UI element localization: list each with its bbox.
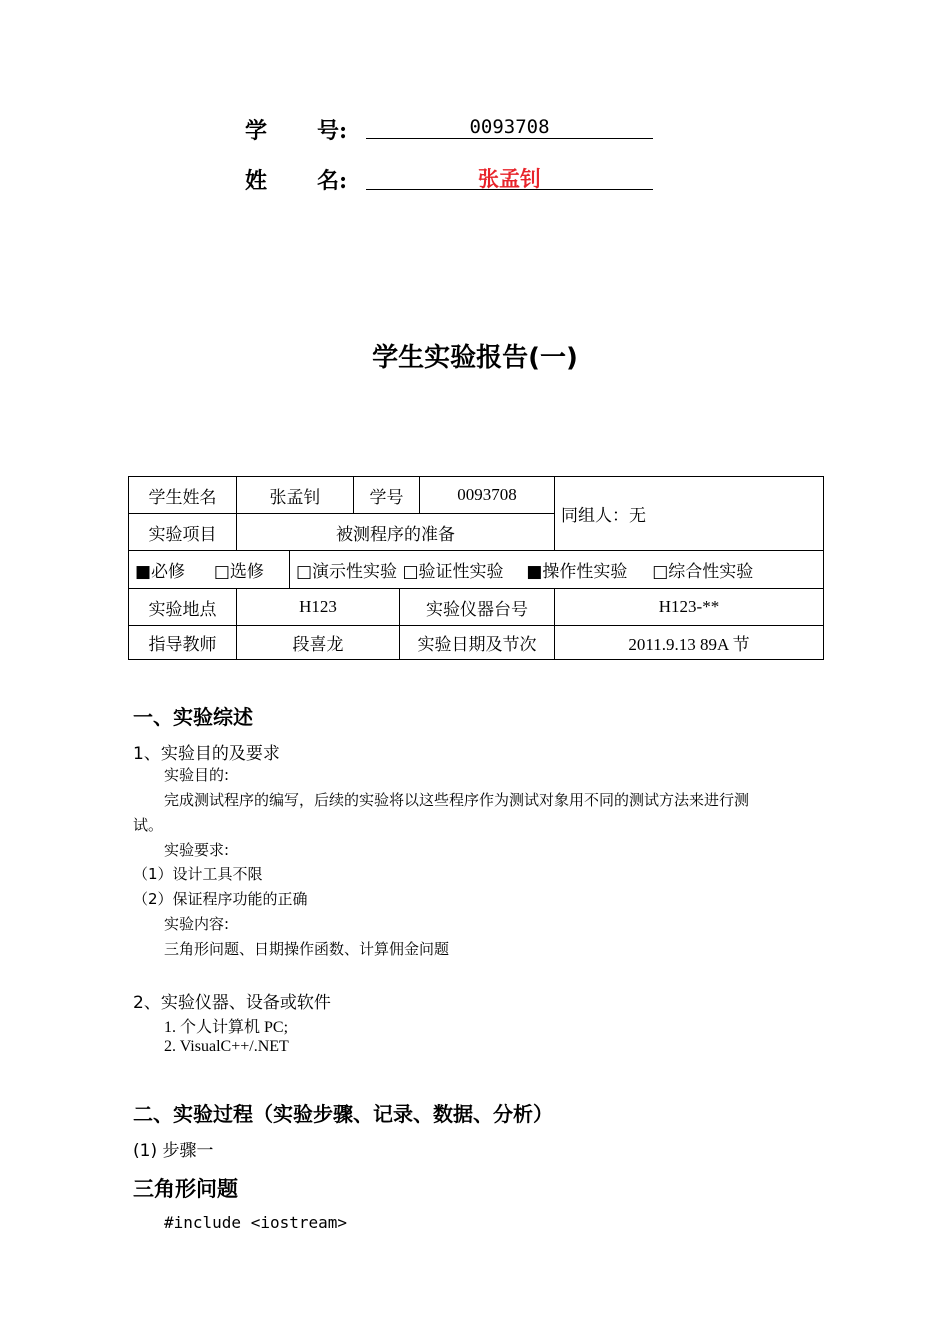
- requirement-1: （1）设计工具不限: [133, 865, 263, 883]
- equipment-item-2: 2. VisualC++/.NET: [164, 1038, 289, 1055]
- student-id-label-char1: 学: [245, 118, 268, 144]
- date-label-cell: 实验日期及节次: [400, 626, 555, 660]
- student-id-label: [245, 114, 355, 144]
- device-label-cell: 实验仪器台号: [400, 589, 555, 626]
- group-cell: 同组人：无: [555, 477, 824, 551]
- student-name-cell: 张孟钊: [237, 477, 354, 514]
- operate-checkbox[interactable]: ■操作性实验: [526, 562, 628, 582]
- student-id-value: 0093708: [469, 116, 550, 138]
- requirement-2: （2）保证程序功能的正确: [133, 890, 308, 908]
- date-value-cell: 2011.9.13 89A 节: [555, 626, 824, 660]
- content-label: 实验内容:: [164, 915, 230, 933]
- course-type-cell: [129, 551, 290, 589]
- comprehensive-checkbox[interactable]: □综合性实验: [652, 562, 754, 582]
- section1-heading: 一、实验综述: [133, 705, 253, 729]
- teacher-value-cell: 段喜龙: [237, 626, 400, 660]
- experiment-info-table: [128, 476, 824, 660]
- problem-title: 三角形问题: [133, 1177, 238, 1201]
- content-text: 三角形问题、日期操作函数、计算佣金问题: [164, 940, 450, 958]
- id-label-cell: 学号: [354, 477, 420, 514]
- required-checkbox[interactable]: ■必修: [135, 562, 186, 582]
- elective-checkbox[interactable]: □选修: [213, 562, 264, 582]
- student-id-label-char2: 号:: [317, 118, 348, 144]
- teacher-label-cell: 指导教师: [129, 626, 237, 660]
- name-label-char2: 名:: [317, 168, 348, 194]
- requirements-label: 实验要求:: [164, 841, 230, 859]
- equipment-item-1: 1. 个人计算机 PC;: [164, 1019, 289, 1036]
- experiment-type-cell: [290, 551, 824, 589]
- purpose-text-line1: 完成测试程序的编写，后续的实验将以这些程序作为测试对象用不同的测试方法来进行测: [164, 791, 750, 809]
- project-label-cell: 实验项目: [129, 514, 237, 551]
- code-line-1: #include <iostream>: [164, 1213, 348, 1232]
- location-label-cell: 实验地点: [129, 589, 237, 626]
- student-name-label-cell: 学生姓名: [129, 477, 237, 514]
- verify-checkbox[interactable]: □验证性实验: [402, 562, 504, 582]
- name-label: [245, 164, 355, 194]
- purpose-text-line2: 试。: [133, 816, 164, 834]
- purpose-label: 实验目的:: [164, 766, 230, 784]
- step-label: (1) 步骤一: [133, 1141, 214, 1161]
- name-label-char1: 姓: [245, 168, 268, 194]
- demo-checkbox[interactable]: □演示性实验: [296, 562, 398, 582]
- device-value-cell: H123-**: [555, 589, 824, 626]
- page-title: 学生实验报告(一): [372, 343, 578, 373]
- name-value: 张孟钊: [478, 167, 541, 191]
- section1-sub1: 1、实验目的及要求: [133, 744, 280, 764]
- project-value-cell: 被测程序的准备: [237, 514, 555, 551]
- section2-heading: 二、实验过程（实验步骤、记录、数据、分析）: [133, 1102, 553, 1126]
- location-value-cell: H123: [237, 589, 400, 626]
- student-id-underline: [366, 138, 653, 139]
- id-value-cell: 0093708: [420, 477, 555, 514]
- section1-sub2: 2、实验仪器、设备或软件: [133, 993, 331, 1013]
